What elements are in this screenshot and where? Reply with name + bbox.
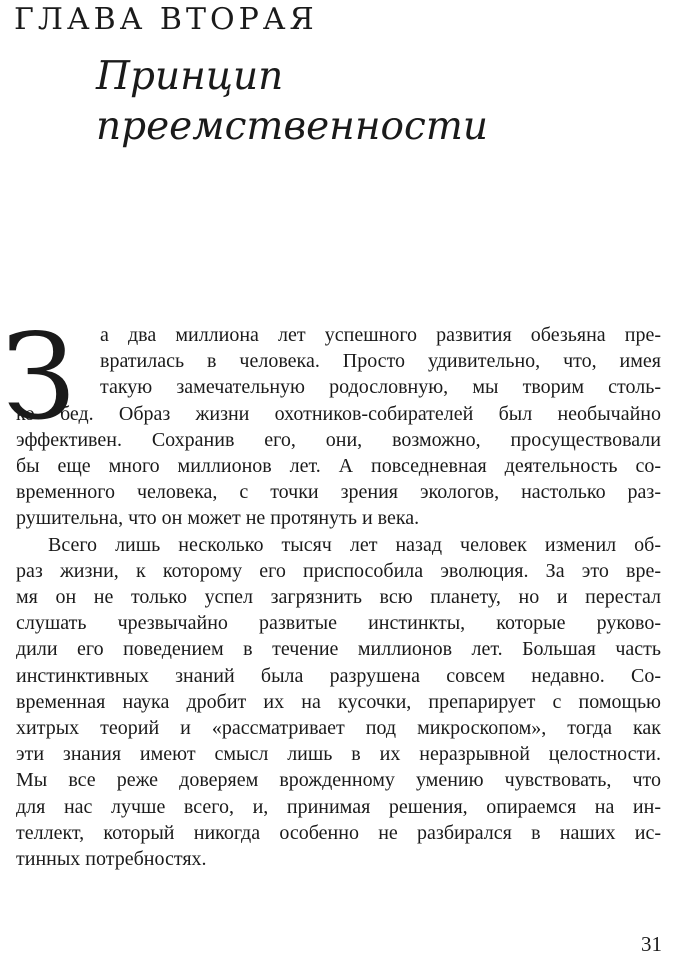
text-line: ко бед. Образ жизни охотников-собирателей был необычайно	[16, 402, 661, 425]
text-line: слушать чрезвычайно развитые инстинкты, которые руково-	[16, 612, 661, 635]
text-line: теллект, который никогда особенно не разбирался в наших ис-	[16, 821, 661, 844]
text-line: Мы все реже доверяем врожденному умению чувствовать, что	[16, 769, 661, 792]
text-line: для нас лучше всего, и, принимая решения, опираемся на ин-	[16, 795, 661, 818]
text-line: рушительна, что он может не протянуть и века.	[16, 507, 420, 530]
text-line: временная наука дробит их на кусочки, препарирует с помощью	[16, 690, 661, 713]
text-line: эффективен. Сохранив его, они, возможно, просуществовали	[16, 428, 661, 451]
text-line: мя он не только успел загрязнить всю планету, но и перестал	[16, 586, 661, 609]
text-line: бы еще много миллионов лет. А повседневная деятельность со-	[16, 455, 661, 478]
chapter-title-line-1: Принцип	[96, 54, 284, 99]
text-line: раз жизни, к которому его приспособила эволюция. За это вре-	[16, 559, 661, 582]
chapter-label: ГЛАВА ВТОРАЯ	[14, 2, 318, 37]
page-number: 31	[641, 932, 662, 956]
text-line: дили его поведением в течение миллионов лет. Большая часть	[16, 638, 661, 661]
drop-cap: З	[2, 308, 76, 446]
text-line: а два миллиона лет успешного развития обезьяна пре-	[100, 324, 661, 346]
paragraph-1	[16, 322, 661, 532]
text-line: Всего лишь несколько тысяч лет назад человек изменил об-	[48, 533, 661, 556]
text-line: временного человека, с точки зрения экологов, настолько раз-	[16, 481, 661, 504]
text-line: вратилась в человека. Просто удивительно, что, имея	[100, 350, 661, 373]
chapter-title	[96, 52, 488, 152]
text-line: такую замечательную родословную, мы творим столь-	[100, 376, 661, 399]
body-text	[16, 322, 661, 872]
text-line: хитрых теорий и «рассматривает под микроскопом», тогда как	[16, 717, 661, 740]
paragraph-2	[16, 532, 661, 873]
text-line: инстинктивных знаний была разрушена совсем недавно. Со-	[16, 664, 661, 687]
text-line: эти знания имеют смысл лишь в их неразрывной целостности.	[16, 743, 661, 766]
text-line: тинных потребностях.	[16, 848, 207, 871]
chapter-title-line-2: преемственности	[96, 104, 488, 149]
